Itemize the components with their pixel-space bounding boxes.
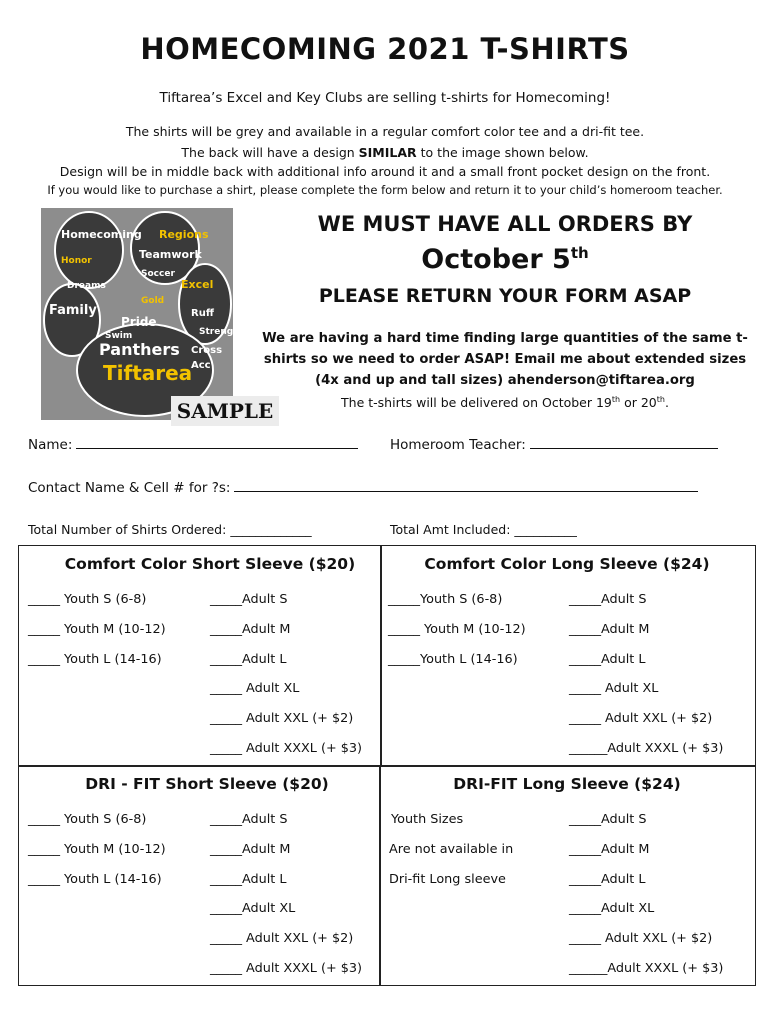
paw-word: Family	[49, 303, 97, 318]
paw-word: Panthers	[99, 340, 180, 359]
grid-divider-top	[380, 545, 382, 765]
cc-short-adult-xxl[interactable]: _____ Adult XXL (+ $2)	[210, 711, 354, 726]
deadline-date-text: October 5	[421, 244, 571, 275]
cc-long-youth-m[interactable]: _____ Youth M (10-12)	[388, 622, 526, 637]
contact-label: Contact Name & Cell # for ?s:	[28, 480, 231, 496]
section-title-cc-long: Comfort Color Long Sleeve ($24)	[424, 555, 710, 573]
grid-divider-middle	[18, 765, 756, 767]
order-note-line-3: (4x and up and tall sizes) ahenderson@tiftarea.org	[315, 373, 695, 388]
intro-similar-word: SIMILAR	[358, 145, 417, 160]
paw-word: Acc	[191, 360, 211, 371]
delivery-note-post: .	[664, 395, 669, 411]
intro-line-2: The shirts will be grey and available in a regular comfort color tee and a dri-fit tee.	[125, 124, 645, 139]
cc-long-adult-m[interactable]: _____Adult M	[569, 622, 650, 637]
paw-word: Tiftarea	[103, 361, 193, 385]
grid-divider-bottom	[379, 765, 381, 986]
order-note-line-2: shirts so we need to order ASAP! Email me about extended sizes	[263, 352, 747, 367]
name-label: Name:	[28, 437, 73, 453]
df-short-adult-l[interactable]: _____Adult L	[210, 872, 287, 887]
homeroom-teacher-label: Homeroom Teacher:	[390, 437, 526, 453]
cc-short-adult-xl[interactable]: _____ Adult XL	[210, 681, 300, 696]
total-amount-field[interactable]	[390, 522, 577, 537]
paw-word: Ruff	[191, 308, 214, 319]
df-long-youth-note-3: Dri-fit Long sleeve	[389, 872, 506, 887]
paw-word: Swim	[105, 331, 133, 341]
paw-word: Cross	[191, 345, 223, 356]
sample-label: SAMPLE	[171, 396, 279, 426]
delivery-note	[240, 395, 770, 410]
df-short-adult-xxl[interactable]: _____ Adult XXL (+ $2)	[210, 931, 354, 946]
paw-word: Honor	[61, 256, 92, 266]
df-long-youth-note-1: Youth Sizes	[391, 812, 464, 827]
section-title-cc-short: Comfort Color Short Sleeve ($20)	[64, 555, 356, 573]
paw-toe-1	[55, 212, 123, 288]
paw-print-graphic	[41, 208, 244, 420]
total-shirts-blank[interactable]: _____________	[230, 522, 312, 537]
paw-word: Regions	[159, 228, 209, 241]
paw-word: Teamwork	[139, 248, 202, 261]
deadline-date-suffix: th	[570, 244, 589, 262]
delivery-sup-1: th	[611, 395, 621, 404]
df-short-adult-xxxl[interactable]: _____ Adult XXXL (+ $3)	[210, 961, 363, 976]
cc-long-adult-xxl[interactable]: _____ Adult XXL (+ $2)	[569, 711, 713, 726]
df-short-youth-l[interactable]: _____ Youth L (14-16)	[28, 872, 162, 887]
df-long-adult-xl[interactable]: _____Adult XL	[569, 901, 655, 916]
intro-line-3	[0, 145, 770, 160]
cc-long-adult-xxxl[interactable]: ______Adult XXXL (+ $3)	[569, 741, 724, 756]
orders-deadline-heading: WE MUST HAVE ALL ORDERS BY	[317, 212, 693, 236]
cc-short-youth-m[interactable]: _____ Youth M (10-12)	[28, 622, 166, 637]
df-short-adult-m[interactable]: _____Adult M	[210, 842, 291, 857]
section-title-df-short: DRI - FIT Short Sleeve ($20)	[85, 775, 329, 793]
intro-line-1: Tiftarea’s Excel and Key Clubs are selling t-shirts for Homecoming!	[159, 90, 611, 106]
intro-line-4: Design will be in middle back with additional info around it and a small front pocket design on the front.	[59, 164, 711, 179]
df-short-youth-s[interactable]: _____ Youth S (6-8)	[28, 812, 147, 827]
paw-word: Gold	[141, 296, 165, 306]
df-long-adult-xxl[interactable]: _____ Adult XXL (+ $2)	[569, 931, 713, 946]
name-blank[interactable]	[76, 437, 358, 449]
total-shirts-label: Total Number of Shirts Ordered:	[28, 522, 227, 537]
homeroom-teacher-field[interactable]	[390, 437, 718, 453]
df-short-adult-xl[interactable]: _____Adult XL	[210, 901, 296, 916]
df-short-adult-s[interactable]: _____Adult S	[210, 812, 288, 827]
paw-word: Pride	[121, 315, 157, 329]
homeroom-teacher-blank[interactable]	[530, 437, 718, 449]
delivery-note-mid: or 20	[620, 395, 657, 411]
total-amount-label: Total Amt Included:	[390, 522, 511, 537]
name-field[interactable]	[28, 437, 358, 453]
delivery-sup-2: th	[656, 395, 665, 404]
contact-blank[interactable]	[234, 480, 698, 492]
contact-field[interactable]	[28, 480, 698, 496]
df-long-youth-note-2: Are not available in	[389, 842, 514, 857]
cc-short-adult-l[interactable]: _____Adult L	[210, 652, 287, 667]
df-long-adult-s[interactable]: _____Adult S	[569, 812, 647, 827]
intro-line-3-pre: The back will have a design	[181, 145, 359, 160]
df-long-adult-l[interactable]: _____Adult L	[569, 872, 646, 887]
intro-line-3-post: to the image shown below.	[416, 145, 589, 160]
cc-long-youth-s[interactable]: _____Youth S (6-8)	[388, 592, 503, 607]
cc-long-youth-l[interactable]: _____Youth L (14-16)	[388, 652, 518, 667]
paw-word: Homecoming	[61, 228, 142, 241]
paw-word: Strength	[199, 327, 244, 337]
paw-word: Dreams	[67, 281, 106, 291]
order-note-line-1: We are having a hard time finding large quantities of the same t-	[262, 331, 748, 346]
cc-short-adult-s[interactable]: _____Adult S	[210, 592, 288, 607]
cc-short-adult-m[interactable]: _____Adult M	[210, 622, 291, 637]
intro-line-5: If you would like to purchase a shirt, please complete the form below and return it to your child’s homeroom teacher.	[47, 183, 723, 197]
df-long-adult-m[interactable]: _____Adult M	[569, 842, 650, 857]
page-title: HOMECOMING 2021 T-SHIRTS	[140, 32, 630, 66]
total-shirts-field[interactable]	[28, 522, 312, 537]
orders-deadline-date	[240, 244, 770, 275]
cc-short-adult-xxxl[interactable]: _____ Adult XXXL (+ $3)	[210, 741, 363, 756]
total-amount-blank[interactable]: __________	[514, 522, 577, 537]
return-form-heading: PLEASE RETURN YOUR FORM ASAP	[318, 285, 692, 307]
paw-word: Soccer	[141, 269, 175, 279]
cc-short-youth-l[interactable]: _____ Youth L (14-16)	[28, 652, 162, 667]
sample-paw-image	[41, 208, 244, 420]
cc-long-adult-s[interactable]: _____Adult S	[569, 592, 647, 607]
section-title-df-long: DRI-FIT Long Sleeve ($24)	[453, 775, 681, 793]
delivery-note-pre: The t-shirts will be delivered on October 19	[341, 395, 612, 411]
df-short-youth-m[interactable]: _____ Youth M (10-12)	[28, 842, 166, 857]
cc-long-adult-xl[interactable]: _____ Adult XL	[569, 681, 659, 696]
cc-short-youth-s[interactable]: _____ Youth S (6-8)	[28, 592, 147, 607]
df-long-adult-xxxl[interactable]: ______Adult XXXL (+ $3)	[569, 961, 724, 976]
cc-long-adult-l[interactable]: _____Adult L	[569, 652, 646, 667]
paw-word: Excel	[181, 278, 214, 291]
